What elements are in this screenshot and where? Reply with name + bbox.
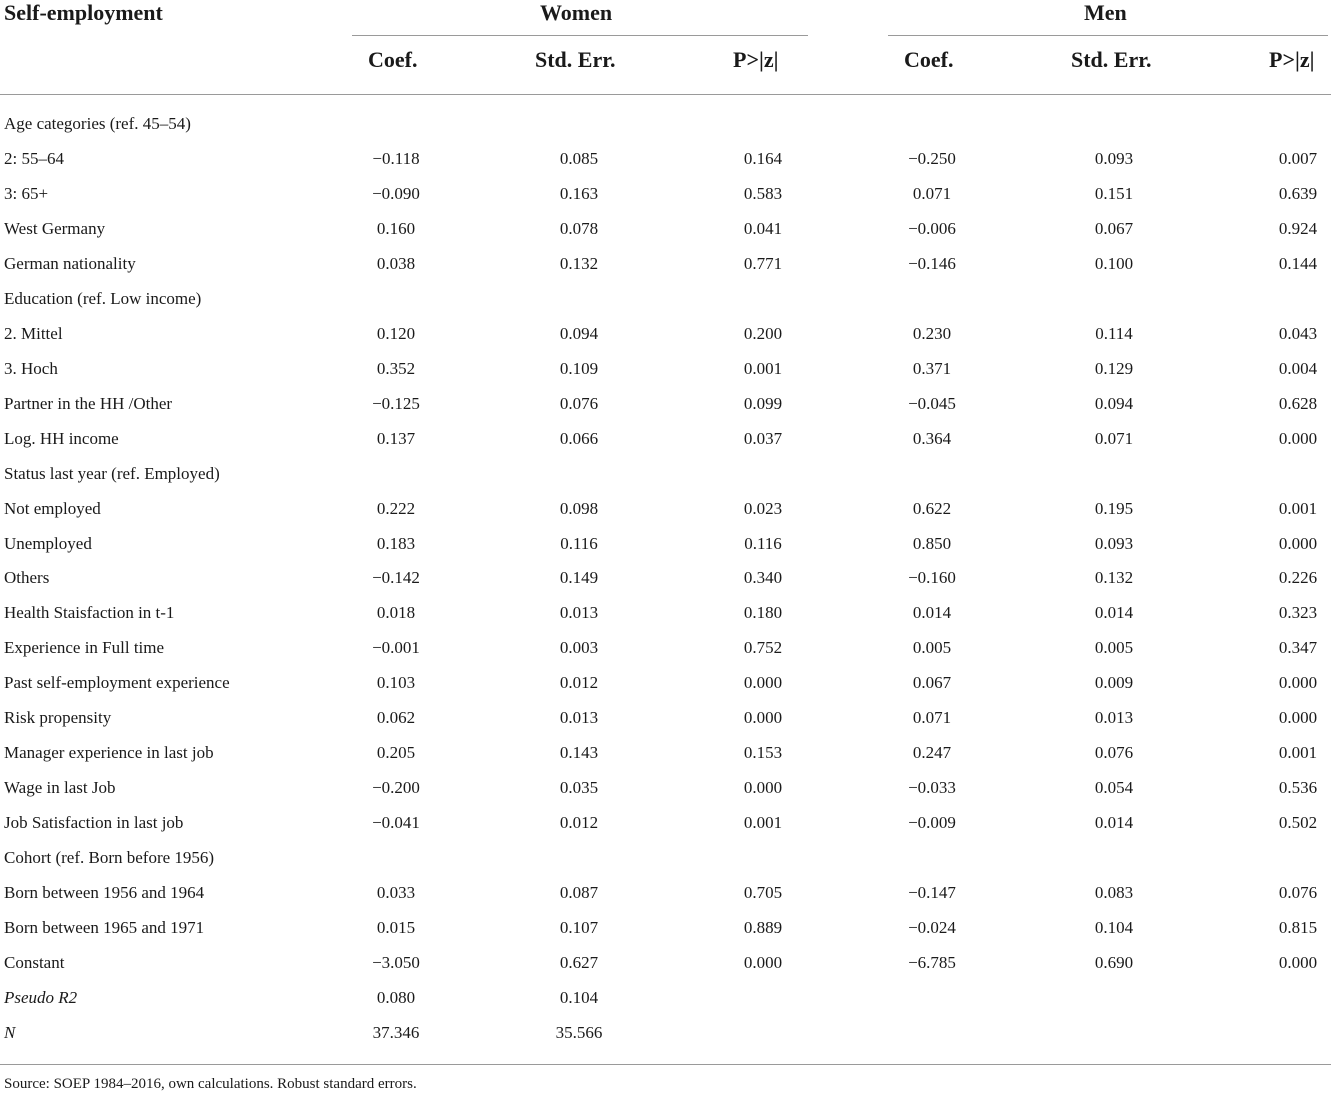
table-cell: 0.116 [744,534,782,553]
table-cell: −0.160 [908,568,956,587]
table-cell: 0.014 [1094,603,1134,622]
table-cell: 0.003 [559,638,599,657]
table-cell: 0.639 [1278,184,1318,203]
table-cell: −0.142 [372,568,420,587]
women-group-rule [352,35,808,36]
table-cell: 0.151 [1094,184,1134,203]
table-cell: 0.153 [743,743,783,762]
col-header-men-stderr: Std. Err. [1071,47,1152,72]
table-cell: 0.014 [912,603,952,622]
row-label: 3. Hoch [4,359,58,378]
table-cell: 0.889 [743,918,783,937]
table-cell: 0.100 [1094,254,1134,273]
col-header-men-p: P>|z| [1269,47,1315,72]
table-cell: 0.247 [912,743,952,762]
table-cell: 0.116 [560,534,598,553]
table-cell: 0.364 [912,429,952,448]
table-cell: 0.001 [1278,499,1318,518]
table-cell: 0.536 [1278,778,1318,797]
table-cell: 0.013 [559,603,599,622]
table-cell: 0.163 [559,184,599,203]
row-label: Unemployed [4,534,92,553]
row-label: West Germany [4,219,106,238]
table-cell: 0.347 [1278,638,1318,657]
table-cell: 0.000 [1278,534,1318,553]
table-cell: 0.120 [376,324,416,343]
table-cell: 0.502 [1278,813,1318,832]
source-note: Source: SOEP 1984–2016, own calculations. Robust standard errors. [4,1076,417,1092]
table-cell: 0.014 [1094,813,1134,832]
table-cell: 0.143 [559,743,599,762]
col-header-men-coef: Coef. [904,47,954,72]
table-cell: 0.622 [912,499,952,518]
table-cell: 0.000 [1278,429,1318,448]
table-cell: 0.705 [743,883,783,902]
table-cell: 0.104 [1094,918,1134,937]
table-cell: 0.132 [1094,568,1134,587]
table-cell: 0.043 [1278,324,1318,343]
table-cell: 0.067 [1094,219,1134,238]
table-cell: 0.323 [1278,603,1318,622]
table-cell: 0.001 [1278,743,1318,762]
table-cell: −0.118 [372,149,420,168]
row-label: 2. Mittel [4,324,63,343]
table-cell: 0.071 [1094,429,1134,448]
table-cell: 0.087 [559,883,599,902]
row-label: Health Staisfaction in t-1 [4,603,175,622]
table-cell: 0.041 [743,219,783,238]
table-cell: 0.129 [1094,359,1134,378]
table-cell: 0.033 [376,883,416,902]
table-cell: 0.083 [1094,883,1134,902]
table-cell: 0.205 [376,743,416,762]
table-cell: 0.078 [559,219,599,238]
table-cell: 0.099 [743,394,783,413]
table-cell: 0.004 [1278,359,1318,378]
table-cell: 0.009 [1094,673,1134,692]
table-cell: 0.071 [912,184,952,203]
col-header-women-coef: Coef. [368,47,418,72]
row-label: Job Satisfaction in last job [4,813,184,832]
table-cell: −0.006 [908,219,956,238]
table-cell: 0.352 [376,359,416,378]
row-label: Experience in Full time [4,638,165,657]
table-cell: 0.093 [1094,149,1134,168]
table-cell: 0.023 [743,499,783,518]
table-cell: −0.090 [372,184,420,203]
table-cell: 0.200 [743,324,783,343]
table-cell: 0.000 [743,953,783,972]
men-group-rule [888,35,1328,36]
table-cell: −0.045 [908,394,956,413]
row-label: Constant [4,953,65,972]
row-label: Status last year (ref. Employed) [4,464,220,483]
table-cell: 0.149 [559,568,599,587]
table-cell: 0.093 [1094,534,1134,553]
row-label: Wage in last Job [4,778,116,797]
table-cell: 0.012 [559,673,599,692]
table-cell: 0.340 [743,568,783,587]
header-rule [0,94,1331,95]
row-label: Others [4,568,50,587]
table-cell: 0.018 [376,603,416,622]
table-cell: 0.076 [1094,743,1134,762]
table-cell: 0.000 [1278,708,1318,727]
table-cell: 0.013 [559,708,599,727]
table-cell: −0.009 [908,813,956,832]
table-cell: 0.037 [743,429,783,448]
table-cell: −0.024 [908,918,956,937]
table-cell: 37.346 [372,1023,420,1042]
bottom-rule [0,1064,1331,1065]
row-label: Born between 1956 and 1964 [4,883,205,902]
table-cell: 0.067 [912,673,952,692]
row-label: Not employed [4,499,101,518]
table-cell: 0.000 [1278,673,1318,692]
table-cell: 0.000 [1278,953,1318,972]
table-cell: 0.628 [1278,394,1318,413]
group-header-men: Men [1084,0,1127,25]
table-cell: 0.098 [559,499,599,518]
table-cell: 35.566 [555,1023,603,1042]
row-label: 2: 55–64 [4,149,64,168]
table-cell: 0.001 [743,359,783,378]
table-cell: 0.104 [559,988,599,1007]
table-cell: −0.125 [372,394,420,413]
table-cell: 0.054 [1094,778,1134,797]
table-cell: 0.000 [743,778,783,797]
table-cell: 0.690 [1094,953,1134,972]
row-label: N [4,1023,16,1042]
table-cell: −0.041 [372,813,420,832]
table-cell: −0.200 [372,778,420,797]
table-cell: −0.033 [908,778,956,797]
table-cell: 0.007 [1278,149,1318,168]
table-cell: 0.183 [376,534,416,553]
row-label: Log. HH income [4,429,119,448]
table-cell: 0.226 [1278,568,1318,587]
row-label: Risk propensity [4,708,112,727]
table-cell: 0.160 [376,219,416,238]
table-cell: −0.250 [908,149,956,168]
table-cell: 0.752 [743,638,783,657]
table-cell: 0.094 [559,324,599,343]
table-cell: 0.583 [743,184,783,203]
table-cell: 0.924 [1278,219,1318,238]
row-label: Education (ref. Low income) [4,289,202,308]
table-cell: 0.076 [1278,883,1318,902]
table-cell: 0.085 [559,149,599,168]
row-label: Past self-employment experience [4,673,230,692]
table-cell: 0.222 [376,499,416,518]
table-cell: −6.785 [908,953,956,972]
table-cell: 0.005 [912,638,952,657]
table-cell: 0.850 [912,534,952,553]
table-cell: 0.001 [743,813,783,832]
table-cell: 0.164 [743,149,783,168]
col-header-women-stderr: Std. Err. [535,47,616,72]
table-cell: 0.013 [1094,708,1134,727]
table-cell: 0.080 [376,988,416,1007]
table-cell: −3.050 [372,953,420,972]
group-header-women: Women [540,0,613,25]
col-header-women-p: P>|z| [733,47,779,72]
table-cell: 0.230 [912,324,952,343]
row-label: Cohort (ref. Born before 1956) [4,848,215,867]
table-cell: 0.114 [1095,324,1133,343]
table-cell: 0.071 [912,708,952,727]
row-label: Partner in the HH /Other [4,394,173,413]
row-label: Manager experience in last job [4,743,214,762]
table-cell: 0.144 [1278,254,1318,273]
row-label: 3: 65+ [4,184,49,203]
table-cell: 0.103 [376,673,416,692]
table-cell: 0.012 [559,813,599,832]
table-cell: 0.109 [559,359,599,378]
table-cell: 0.132 [559,254,599,273]
table-cell: 0.771 [743,254,783,273]
table-cell: 0.066 [559,429,599,448]
table-cell: 0.371 [912,359,952,378]
row-label: Age categories (ref. 45–54) [4,114,191,133]
row-label: Born between 1965 and 1971 [4,918,205,937]
table-cell: 0.005 [1094,638,1134,657]
table-cell: 0.000 [743,673,783,692]
table-cell: 0.015 [376,918,416,937]
table-cell: 0.094 [1094,394,1134,413]
table-cell: 0.180 [743,603,783,622]
table-cell: 0.038 [376,254,416,273]
table-cell: 0.627 [559,953,599,972]
table-cell: 0.062 [376,708,416,727]
table-cell: 0.000 [743,708,783,727]
table-cell: 0.137 [376,429,416,448]
table-cell: 0.107 [559,918,599,937]
table-title: Self-employment [4,0,163,25]
table-cell: −0.146 [908,254,956,273]
table-cell: 0.195 [1094,499,1134,518]
table-cell: −0.147 [908,883,956,902]
table-cell: −0.001 [372,638,420,657]
table-cell: 0.076 [559,394,599,413]
row-label: German nationality [4,254,136,273]
table-cell: 0.035 [559,778,599,797]
table-cell: 0.815 [1278,918,1318,937]
row-label: Pseudo R2 [4,988,78,1007]
